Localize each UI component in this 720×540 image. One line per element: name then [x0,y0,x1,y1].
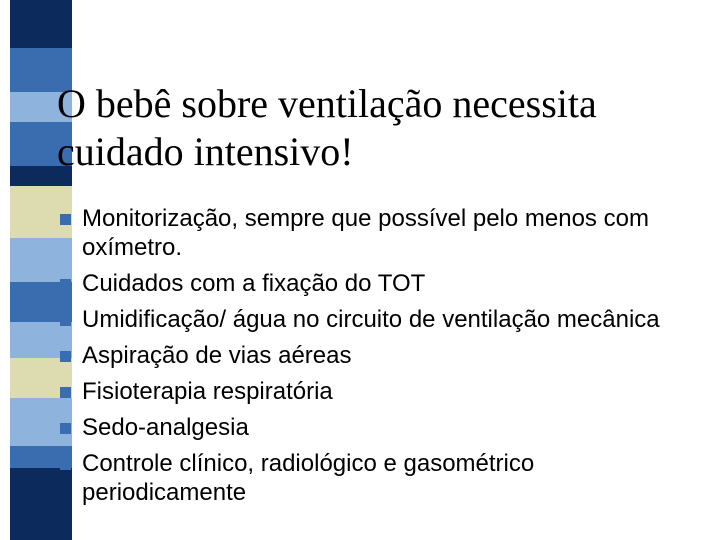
bullet-item: Controle clínico, radiológico e gasométrico periodicamente [58,449,698,507]
square-bullet-icon [60,351,71,362]
square-bullet-icon [60,315,71,326]
bullet-item: Umidificação/ água no circuito de ventilação mecânica [58,305,698,334]
slide-title-line-2: cuidado intensivo! [57,129,354,174]
slide-title-line-1: O bebê sobre ventilação necessita [57,81,597,126]
square-bullet-icon [60,279,71,290]
bullet-item: Monitorização, sempre que possível pelo menos com oxímetro. [58,204,698,262]
square-bullet-icon [60,423,71,434]
bullet-item: Fisioterapia respiratória [58,377,698,406]
bullet-item: Aspiração de vias aéreas [58,341,698,370]
square-bullet-icon [60,214,71,225]
square-bullet-icon [60,459,71,470]
square-bullet-icon [60,387,71,398]
bullet-list [58,204,698,514]
bullet-item: Sedo-analgesia [58,413,698,442]
bullet-item: Cuidados com a fixação do TOT [58,269,698,298]
slide-title [57,80,697,176]
